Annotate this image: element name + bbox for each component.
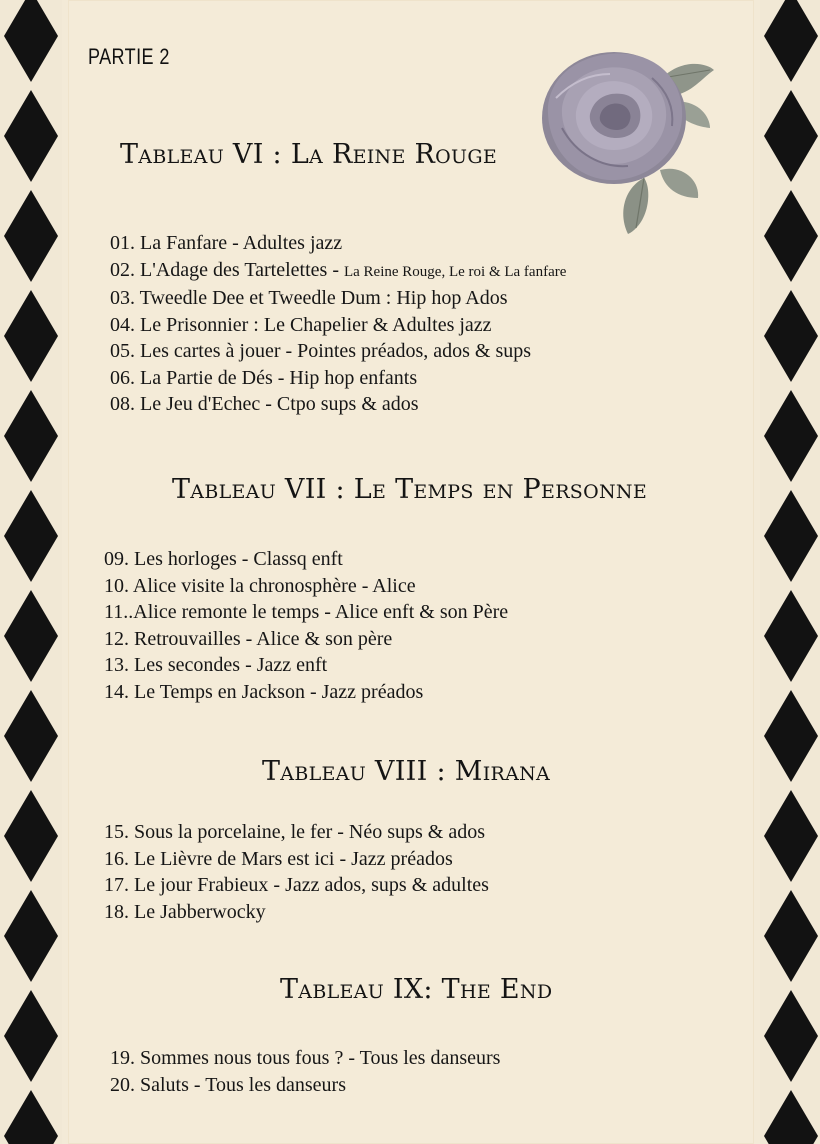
list-item: 14. Le Temps en Jackson - Jazz préados: [104, 680, 424, 703]
tableau-vi-title: Tableau VI : La Reine Rouge: [120, 139, 498, 170]
list-item: 05. Les cartes à jouer - Pointes préados, ados & sups: [110, 340, 532, 362]
harlequin-border-left: [0, 0, 62, 1144]
tableau-vii-list: [104, 546, 508, 705]
tableau-vi-list: [110, 230, 566, 418]
list-item: 18. Le Jabberwocky: [104, 900, 266, 923]
tableau-viii-title: Tableau VIII : Mirana: [262, 756, 551, 787]
list-item: 17. Le jour Frabieux - Jazz ados, sups & adultes: [104, 874, 489, 896]
rose-illustration: [532, 38, 722, 238]
list-item: 11..Alice remonte le temps - Alice enft & son Père: [104, 601, 509, 623]
list-item: 16. Le Lièvre de Mars est ici - Jazz préados: [104, 847, 453, 870]
tableau-vii-title: Tableau VII : Le Temps en Personne: [172, 474, 648, 505]
list-item: 06. La Partie de Dés - Hip hop enfants: [110, 366, 418, 389]
list-item: 10. Alice visite la chronosphère - Alice: [104, 574, 416, 597]
list-item: 19. Sommes nous tous fous ? - Tous les danseurs: [110, 1047, 501, 1069]
list-item: 03. Tweedle Dee et Tweedle Dum : Hip hop Ados: [110, 287, 508, 309]
part-label: PARTIE 2: [88, 44, 170, 69]
list-item: 13. Les secondes - Jazz enft: [104, 654, 328, 676]
list-item: 20. Saluts - Tous les danseurs: [110, 1073, 346, 1096]
tableau-ix-list: [110, 1045, 500, 1098]
tableau-ix-title: Tableau IX: The End: [280, 974, 553, 1005]
list-item: 09. Les horloges - Classq enft: [104, 548, 343, 570]
list-item: 12. Retrouvailles - Alice & son père: [104, 627, 393, 650]
list-item: 02. L'Adage des Tartelettes - La Reine Rouge, Le roi & La fanfare: [110, 258, 567, 281]
list-item: 15. Sous la porcelaine, le fer - Néo sups & ados: [104, 821, 486, 843]
list-item: 01. La Fanfare - Adultes jazz: [110, 232, 343, 254]
list-item: 04. Le Prisonnier : Le Chapelier & Adultes jazz: [110, 313, 492, 336]
tableau-viii-list: [104, 819, 489, 925]
harlequin-border-right: [760, 0, 820, 1144]
list-item: 08. Le Jeu d'Echec - Ctpo sups & ados: [110, 393, 419, 415]
